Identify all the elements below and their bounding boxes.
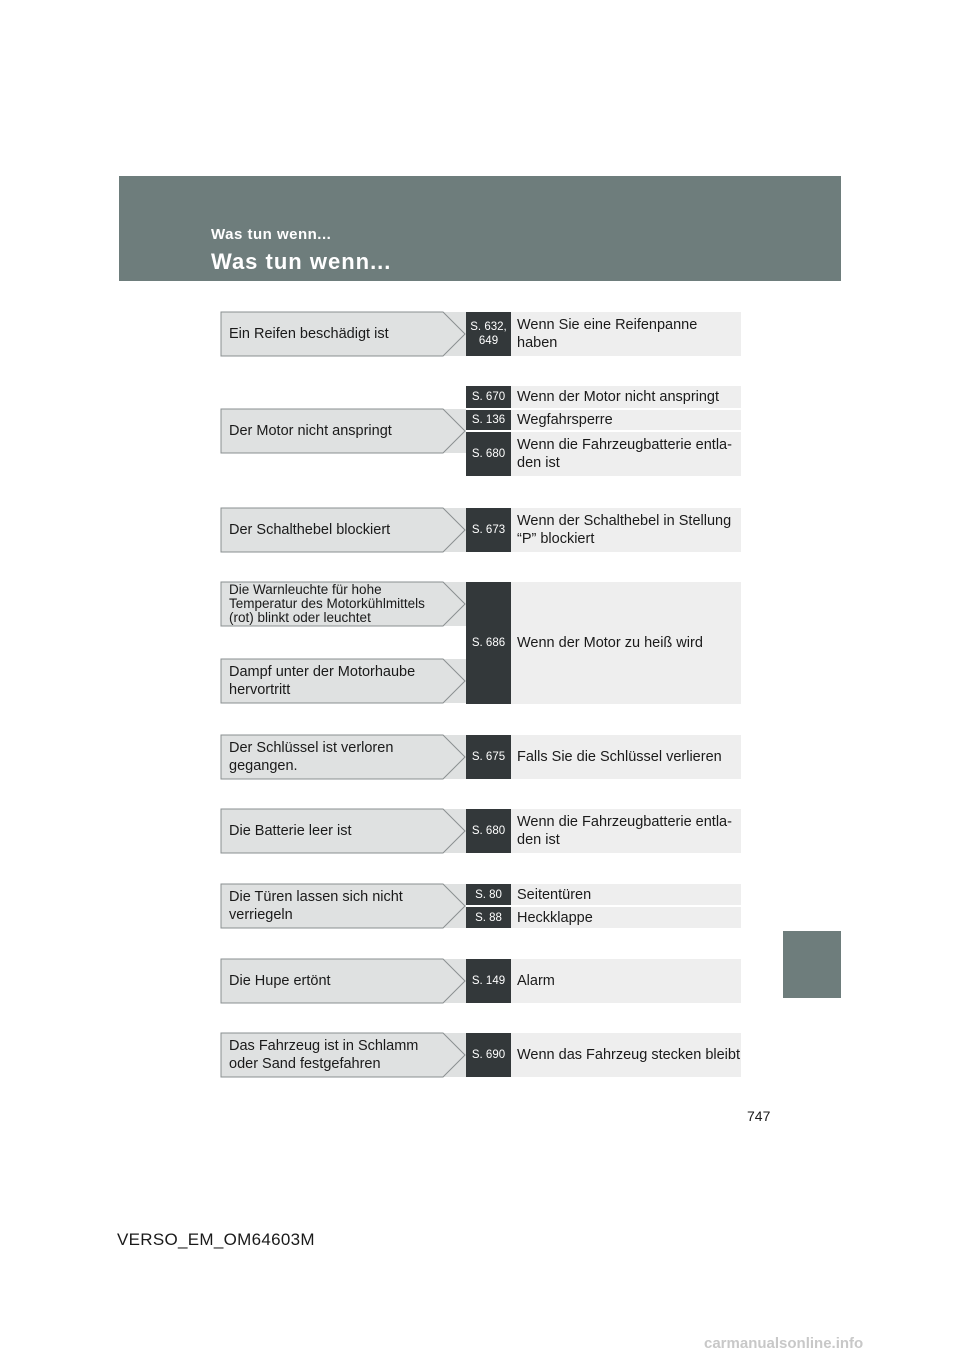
problem-arrow [221, 809, 466, 853]
solution-text: Falls Sie die Schlüssel verlieren [511, 735, 741, 779]
solution-text: Wenn die Fahrzeugbatterie entla-den ist [511, 432, 741, 476]
page-number: 747 [747, 1108, 771, 1124]
page-reference: S. 675 [466, 735, 511, 779]
page-reference: S. 149 [466, 959, 511, 1003]
solution-text: Wenn der Schalthebel in Stellung “P” blockiert [511, 508, 741, 552]
problem-text: Die Türen lassen sich nicht verriegeln [229, 889, 403, 923]
problem-arrow [221, 312, 466, 356]
problem-arrow [221, 1033, 466, 1077]
problem-text: Die Hupe ertönt [229, 973, 331, 989]
problem-arrow [221, 659, 466, 703]
page-reference: S. 670 [466, 386, 511, 408]
header-band [119, 176, 841, 281]
solution-text: Wenn der Motor nicht anspringt [511, 386, 741, 408]
page-reference: S. 88 [466, 907, 511, 928]
header-subtitle: Was tun wenn... [211, 226, 332, 243]
solution-text: Wenn die Fahrzeugbatterie entla-den ist [511, 809, 741, 853]
solution-text: Wegfahrsperre [511, 410, 741, 430]
problem-text: Der Schalthebel blockiert [229, 522, 391, 538]
page-title: Was tun wenn... [211, 249, 392, 274]
problem-text: Dampf unter der Motorhaube hervortritt [229, 664, 416, 698]
watermark: carmanualsonline.info [704, 1335, 864, 1352]
solution-text: Wenn Sie eine Reifenpanne haben [511, 312, 741, 356]
page-reference: S. 680 [466, 432, 511, 476]
problem-arrow [221, 582, 466, 626]
solution-text: Wenn das Fahrzeug stecken bleibt [511, 1033, 741, 1077]
problem-text: Die Warnleuchte für hohe Temperatur des Motorkühlmittels (rot) blinkt oder leuchtet [229, 582, 425, 625]
problem-text: Die Batterie leer ist [229, 823, 352, 839]
page-reference: S. 686 [466, 582, 511, 704]
chapter-tab [783, 931, 841, 998]
solution-text: Heckklappe [511, 907, 741, 928]
page-reference: S. 80 [466, 884, 511, 905]
problem-text: Der Schlüssel ist verloren gegangen. [229, 740, 394, 774]
solution-text: Seitentüren [511, 884, 741, 905]
problem-text: Das Fahrzeug ist in Schlamm oder Sand festgefahren [229, 1038, 419, 1072]
problem-arrow [221, 508, 466, 552]
solution-text: Wenn der Motor zu heiß wird [511, 582, 741, 704]
document-code: VERSO_EM_OM64603M [117, 1230, 315, 1249]
problem-arrow [221, 884, 466, 928]
problem-arrow [221, 959, 466, 1003]
page-reference: S. 680 [466, 809, 511, 853]
page-reference: S. 632, 649 [466, 312, 511, 356]
problem-arrow [221, 409, 466, 453]
problem-text: Ein Reifen beschädigt ist [229, 326, 389, 342]
page-reference: S. 136 [466, 410, 511, 430]
solution-text: Alarm [511, 959, 741, 1003]
page-reference: S. 673 [466, 508, 511, 552]
problem-text: Der Motor nicht anspringt [229, 423, 392, 439]
problem-arrow [221, 735, 466, 779]
page-reference: S. 690 [466, 1033, 511, 1077]
